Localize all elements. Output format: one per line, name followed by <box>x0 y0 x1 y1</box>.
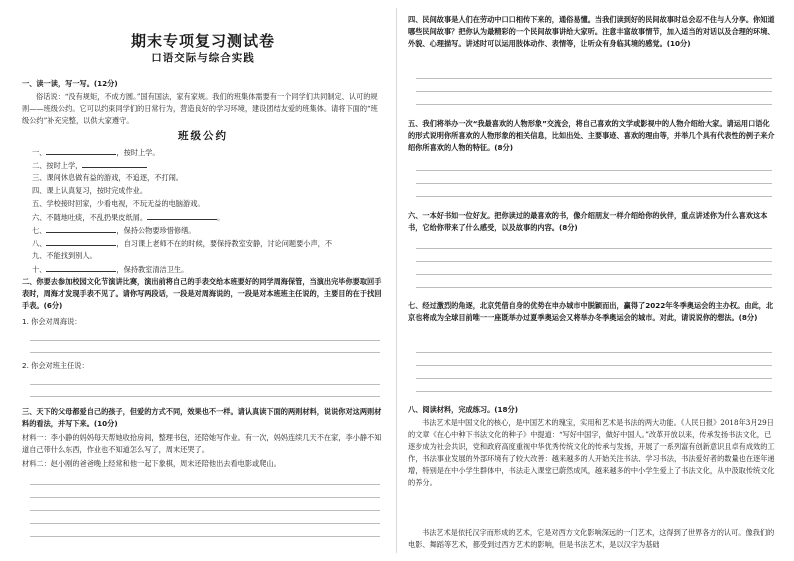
page-title: 期末专项复习测试卷 <box>130 32 275 50</box>
answer-line[interactable] <box>416 352 772 353</box>
answer-line[interactable] <box>416 183 772 184</box>
answer-line[interactable] <box>30 497 380 498</box>
column-divider <box>396 8 397 553</box>
pact-item-6: 六、不随地吐痰，不乱扔果皮纸屑。 。 <box>32 213 225 222</box>
right-column <box>408 0 776 561</box>
q7-heading: 七、经过激烈的角逐，北京凭借自身的优势在申办城市中脱颖而出，赢得了2022年冬季奥运会的主办权。由此，北京也将成为全球目前唯一一座既举办过夏季奥运会又将举办冬季奥运会的城市。对此，请说说你的想法。(8分) <box>408 301 774 322</box>
left-column <box>22 0 384 561</box>
answer-line[interactable] <box>30 384 380 385</box>
answer-line[interactable] <box>30 352 380 353</box>
answer-line[interactable] <box>416 378 772 379</box>
pact-title: 班级公约 <box>178 130 228 142</box>
answer-line[interactable] <box>30 523 380 524</box>
answer-line[interactable] <box>30 484 380 485</box>
answer-line[interactable] <box>416 261 772 262</box>
q1-intro: 俗话说：“没有规矩，不成方圆。”国有国法，家有家规。我们的班集体需要有一个同学们共同制定、认可的规则——班级公约。它可以约束同学们的日常行为，营造良好的学习环境，建设团结友爱的班集体。请将下面的“班级公约”补充完整，以供大家遵守。 <box>22 92 378 125</box>
q5-heading: 五、我们将举办一次“我最喜欢的人物形象”交流会，将自己喜欢的文学或影视中的人物介绍给大家。请运用口语化的形式说明你所喜欢的人物形象的相关信息，比如出处、主要事迹、喜欢的理由等，并举几个具有代表性的例子来介绍你所喜欢的人物的特征。(8分) <box>408 119 775 152</box>
page-subtitle: 口语交际与综合实践 <box>151 52 255 64</box>
answer-line[interactable] <box>416 248 772 249</box>
answer-line[interactable] <box>416 104 772 105</box>
answer-line[interactable] <box>416 78 772 79</box>
q4-heading: 四、民间故事是人们在劳动中口口相传下来的，通俗易懂。当我们读到好的民间故事时总会忍不住与人分享。你知道哪些民间故事？把你认为最精彩的一个民间故事讲给大家听。注意丰富故事情节，加入适当的对话以及合理的环境、外貌、心理描写。讲述时可以运用肢体动作、表情等，让听众有身临其境的感觉。(10分) <box>408 15 775 48</box>
pact-item-4: 四、课上认真复习，按时完成作业。 <box>32 186 148 195</box>
pact-item-3: 三、课间休息做有益的游戏，不追逐，不打闹。 <box>32 173 183 182</box>
answer-line[interactable] <box>416 91 772 92</box>
pact-item-7: 七、 ，保持公物要珍惜修缮。 <box>32 226 196 235</box>
q3-material-2: 材料二：赵小刚的爸爸晚上经常和他一起下象棋，周末还陪他出去看电影或爬山。 <box>22 459 281 468</box>
blank-line[interactable] <box>46 146 116 155</box>
q8-heading: 八、阅读材料，完成练习。(18分) <box>408 405 519 414</box>
answer-line[interactable] <box>416 287 772 288</box>
q8-paragraph-1: 书法艺术是中国文化的核心，是中国艺术的瑰宝，实用和艺术是书法的两大功能。《人民日报》2018年3月29日的文章《在心中种下书法文化的种子》中提道：“写好中国字，做好中国人。”改革开放以来，传承发扬书法文化，已逐步成为社会共识，党和政府高度重视中华优秀传统文化的传承与发扬，开展了一系列富有创新意识且卓有成效的工作，书法事业发展的外部环境有了较大改善：越来越多的人开始关注书法、学习书法，书法爱好者的数量也在逐年递增，特别是在中小学生群体中，书法走入课堂已蔚然成风，越来越多的中小学生爱上了书法文化，从中汲取传统文化的养分。 <box>408 418 775 487</box>
answer-line[interactable] <box>416 196 772 197</box>
answer-line[interactable] <box>30 340 380 341</box>
pact-item-8: 八、 ，自习课上老师不在的时候，要保持教室安静，讨论问题要小声，不 <box>32 239 333 248</box>
q2-heading: 二、你要去参加校园文化节演讲比赛，演出前将自己的手表交给本班要好的同学周海保管，当演出完毕你要取回手表时，周海才发现手表不见了。请你写两段话，一段是对周海说的，一段是对本班班主任说的，主要目的在于找回手表。(6分) <box>22 277 382 310</box>
q3-material-1: 材料一：李小静的妈妈每天帮她收拾房间，整理书包，还陪她写作业。有一次，妈妈连续几天不在家，李小静不知道自己带什么东西，作业也不知道怎么写了，周末还哭了。 <box>22 433 382 454</box>
q3-heading: 三、天下的父母都爱自己的孩子，但爱的方式不同，效果也不一样。请认真读下面的两则材料，说说你对这两则材料的看法，并写下来。(10分) <box>22 407 382 428</box>
answer-line[interactable] <box>30 396 380 397</box>
pact-item-5: 五、学校接时回家，少看电视，不玩无益的电脑游戏。 <box>32 199 205 208</box>
pact-item-9: 九、不能找到别人。 <box>32 251 97 260</box>
pact-item-10: 十、 ，保持教室清洁卫生。 <box>32 265 189 274</box>
answer-line[interactable] <box>416 391 772 392</box>
q2-prompt-2: 2. 你会对班主任说： <box>22 361 89 370</box>
q8-paragraph-2: 书法艺术是依托汉字而形成的艺术，它是对西方文化影响深远的一门艺术，这得到了世界各方的认可。像我们的电影、舞蹈等艺术，都受到过西方艺术的影响，但是书法艺术，是以汉字为基础 <box>408 528 775 549</box>
blank-line[interactable] <box>46 237 116 246</box>
answer-line[interactable] <box>416 274 772 275</box>
pact-item-2: 二、按时上学， <box>32 159 382 173</box>
answer-line[interactable] <box>416 365 772 366</box>
pact-item-1: 一、 ，按时上学。 <box>32 148 160 157</box>
q6-heading: 六、一本好书如一位好友。把你读过的最喜欢的书，像介绍朋友一样介绍给你的伙伴，重点讲述你为什么喜欢这本书，它给你带来了什么感受，以及故事的内容。(8分) <box>408 211 768 232</box>
answer-line[interactable] <box>416 170 772 171</box>
q2-prompt-1: 1. 你会对周海说： <box>22 317 82 326</box>
answer-line[interactable] <box>30 510 380 511</box>
q1-heading: 一、读一读，写一写。(12分) <box>22 79 118 88</box>
blank-line[interactable] <box>82 159 147 168</box>
blank-line[interactable] <box>46 224 116 233</box>
answer-line[interactable] <box>30 536 380 537</box>
blank-line[interactable] <box>147 211 217 220</box>
blank-line[interactable] <box>46 263 116 272</box>
